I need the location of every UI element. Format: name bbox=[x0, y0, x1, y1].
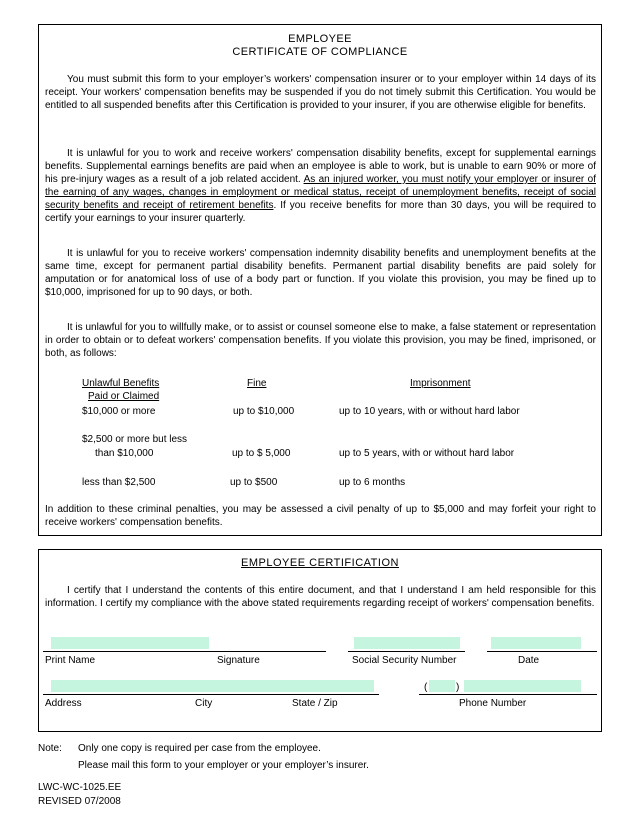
address-field[interactable] bbox=[51, 680, 374, 692]
phone-area-open-paren: ( bbox=[424, 682, 428, 693]
note-line-1: Only one copy is required per case from the employee. bbox=[78, 743, 321, 754]
row3-imprisonment: up to 6 months bbox=[339, 477, 406, 488]
row2-benefits-line2: than $10,000 bbox=[95, 448, 154, 459]
header-unlawful-benefits: Unlawful Benefits bbox=[82, 378, 160, 389]
row1-imprisonment: up to 10 years, with or without hard labor bbox=[339, 406, 520, 417]
header-paid-or-claimed: Paid or Claimed bbox=[88, 391, 160, 402]
title-line-2: CERTIFICATE OF COMPLIANCE bbox=[232, 46, 408, 58]
print-name-signature-line bbox=[43, 651, 326, 652]
row2-fine: up to $ 5,000 bbox=[232, 448, 291, 459]
note-line-2: Please mail this form to your employer or your employer’s insurer. bbox=[78, 760, 369, 771]
revision-date: REVISED 07/2008 bbox=[38, 796, 121, 807]
header-fine: Fine bbox=[247, 378, 267, 389]
address-label: Address bbox=[45, 698, 82, 709]
print-name-field[interactable] bbox=[51, 637, 209, 649]
paragraph-work-text: It is unlawful for you to work and receive workers' compensation disability benefits, except for supplemental earnings benefits. Supplemental earnings benefits are paid when an employee is able to work, but is unable to earn 90% or more of his pre-injury wages as a result of a job related accident. bbox=[45, 148, 596, 185]
paragraph-submit bbox=[45, 73, 596, 112]
compliance-section bbox=[38, 24, 602, 536]
paragraph-work-benefits bbox=[45, 147, 596, 225]
ssn-label: Social Security Number bbox=[352, 655, 457, 666]
phone-area-code-field[interactable] bbox=[429, 680, 455, 692]
paragraph-submit-text: You must submit this form to your employer’s workers' compensation insurer or to your employer within 14 days of its receipt. Your workers' compensation benefits may be suspended if you do not timely submit this Certification. You would be entitled to all suspended benefits after this Certification is provided to your insurer, if you are otherwise eligible for benefits. bbox=[45, 74, 596, 111]
title-line-1: EMPLOYEE bbox=[288, 33, 352, 45]
note-label: Note: bbox=[38, 743, 62, 754]
row3-benefits: less than $2,500 bbox=[82, 477, 156, 488]
row2-imprisonment: up to 5 years, with or without hard labor bbox=[339, 448, 515, 459]
row3-fine: up to $500 bbox=[230, 477, 278, 488]
signature-label: Signature bbox=[217, 655, 260, 666]
header-imprisonment: Imprisonment bbox=[410, 378, 471, 389]
date-line bbox=[487, 651, 597, 652]
state-zip-label: State / Zip bbox=[292, 698, 338, 709]
paragraph-civil-penalty bbox=[45, 503, 596, 529]
phone-line bbox=[419, 694, 597, 695]
paragraph-unemployment-text: It is unlawful for you to receive workers' compensation indemnity disability benefits and unemployment benefits at the same time, except for permanent partial disability benefits. Permanent partial disability benefits are paid solely for amputation or for anatomical loss of use of a body part or function. If you violate this provision, you may be fined up to $10,000, imprisoned for up to 90 days, or both. bbox=[45, 248, 596, 298]
row1-fine: up to $10,000 bbox=[233, 406, 295, 417]
print-name-label: Print Name bbox=[45, 655, 96, 666]
certification-title: EMPLOYEE CERTIFICATION bbox=[241, 557, 399, 569]
paragraph-work-tail: . If you receive benefits for more than 30 days, you will be required to certify your earnings to your insurer quarterly. bbox=[45, 200, 597, 224]
employee-certification-section bbox=[38, 549, 602, 732]
paragraph-civil-penalty-text: In addition to these criminal penalties, you may be assessed a civil penalty of up to $5,000 and may forfeit your right to receive workers' compensation benefits. bbox=[45, 504, 596, 528]
date-label: Date bbox=[518, 655, 540, 666]
ssn-field[interactable] bbox=[354, 637, 460, 649]
row2-benefits: $2,500 or more but less bbox=[82, 434, 188, 445]
form-id: LWC-WC-1025.EE bbox=[38, 782, 122, 793]
address-line bbox=[43, 694, 379, 695]
certification-text-body: I certify that I understand the contents of this entire document, and that I understand I am held responsible for this information. I certify my compliance with the above stated requirements regarding receipt of workers' compensation benefits. bbox=[45, 585, 596, 609]
paragraph-false-statement bbox=[45, 321, 596, 360]
row1-benefits: $10,000 or more bbox=[82, 406, 156, 417]
paragraph-unemployment bbox=[45, 247, 596, 299]
city-label: City bbox=[195, 698, 213, 709]
ssn-line bbox=[348, 651, 465, 652]
paragraph-work-notice: As an injured worker, you must notify your employer or insurer of the earning of any wages, changes in employment or medical status, receipt of unemployment benefits, receipt of social security benefits and receipt of retirement benefits bbox=[45, 174, 596, 211]
paragraph-false-statement-text: It is unlawful for you to willfully make, or to assist or counsel someone else to make, a false statement or representation in order to obtain or to defeat workers' compensation benefits. If you violate this provision, you may be fined, imprisoned, or both, as follows: bbox=[45, 322, 596, 359]
phone-number-field[interactable] bbox=[464, 680, 581, 692]
phone-area-close-paren: ) bbox=[456, 682, 460, 693]
date-field[interactable] bbox=[491, 637, 581, 649]
certification-text bbox=[45, 584, 596, 610]
phone-number-label: Phone Number bbox=[459, 698, 527, 709]
document-title bbox=[39, 33, 601, 59]
